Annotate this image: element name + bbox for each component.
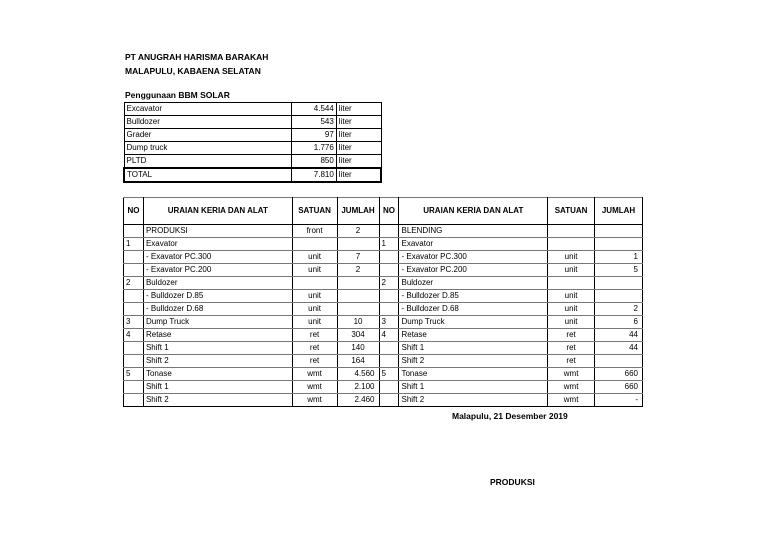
row-desc-right: Tonase xyxy=(399,368,548,381)
row-qty-right xyxy=(595,290,643,303)
row-desc-right: Shift 1 xyxy=(399,342,548,355)
row-unit-left: unit xyxy=(292,316,337,329)
row-desc-left: Shift 1 xyxy=(143,342,292,355)
row-desc-right: - Exavator PC.300 xyxy=(399,251,548,264)
table-row xyxy=(124,303,643,316)
signature-label: PRODUKSI xyxy=(490,477,535,487)
row-desc-right: Retase xyxy=(399,329,548,342)
row-no-left: 4 xyxy=(124,329,144,342)
row-desc-left: - Exavator PC.300 xyxy=(143,251,292,264)
table-row xyxy=(124,368,643,381)
row-desc-right: - Bulldozer D.68 xyxy=(399,303,548,316)
fuel-table xyxy=(123,102,382,183)
row-qty-left: 2.460 xyxy=(337,394,379,407)
row-desc-right: Shift 2 xyxy=(399,394,548,407)
header-qty-left: JUMLAH xyxy=(337,198,379,225)
row-qty-left: 304 xyxy=(337,329,379,342)
fuel-item-name: Excavator xyxy=(124,103,292,116)
fuel-item-name: Dump truck xyxy=(124,142,292,155)
row-no-right xyxy=(379,264,399,277)
fuel-item-unit: liter xyxy=(336,129,381,142)
row-unit-left: ret xyxy=(292,329,337,342)
row-qty-right: 660 xyxy=(595,381,643,394)
table-header-row xyxy=(124,198,643,225)
fuel-item-qty: 4.544 xyxy=(292,103,337,116)
fuel-item-unit: liter xyxy=(336,116,381,129)
row-unit-left: front xyxy=(292,225,337,238)
row-desc-left: PRODUKSI xyxy=(143,225,292,238)
row-no-left xyxy=(124,303,144,316)
row-desc-right: Shift 2 xyxy=(399,355,548,368)
row-desc-right: BLENDING xyxy=(399,225,548,238)
table-row xyxy=(124,342,643,355)
row-unit-left: ret xyxy=(292,355,337,368)
table-row xyxy=(124,290,643,303)
row-unit-right: wmt xyxy=(548,394,595,407)
row-qty-left xyxy=(337,290,379,303)
row-unit-left: wmt xyxy=(292,368,337,381)
row-no-right xyxy=(379,303,399,316)
fuel-item-name: Grader xyxy=(124,129,292,142)
row-unit-right: unit xyxy=(548,264,595,277)
row-no-left: 5 xyxy=(124,368,144,381)
table-row xyxy=(124,394,643,407)
row-no-right xyxy=(379,342,399,355)
fuel-item-unit: liter xyxy=(336,155,381,169)
row-qty-left: 7 xyxy=(337,251,379,264)
row-no-left xyxy=(124,355,144,368)
production-table xyxy=(123,197,643,407)
row-unit-right xyxy=(548,277,595,290)
row-qty-left xyxy=(337,303,379,316)
fuel-item-qty: 7.810 xyxy=(292,168,337,182)
row-qty-right xyxy=(595,238,643,251)
header-desc-left: URAIAN KERIA DAN ALAT xyxy=(143,198,292,225)
table-row xyxy=(124,277,643,290)
header-qty-right: JUMLAH xyxy=(595,198,643,225)
fuel-total-row xyxy=(124,168,381,182)
row-qty-left: 140 xyxy=(337,342,379,355)
fuel-item-unit: liter xyxy=(336,103,381,116)
row-desc-left: Shift 1 xyxy=(143,381,292,394)
header-no-right: NO xyxy=(379,198,399,225)
header-unit-left: SATUAN xyxy=(292,198,337,225)
table-row xyxy=(124,142,381,155)
row-unit-right: unit xyxy=(548,303,595,316)
row-desc-left: Buldozer xyxy=(143,277,292,290)
table-row xyxy=(124,355,643,368)
row-qty-right: - xyxy=(595,394,643,407)
row-desc-left: - Exavator PC.200 xyxy=(143,264,292,277)
row-desc-right: Shift 1 xyxy=(399,381,548,394)
row-desc-left: Retase xyxy=(143,329,292,342)
header-no-left: NO xyxy=(124,198,144,225)
row-unit-left: unit xyxy=(292,264,337,277)
row-no-left xyxy=(124,381,144,394)
header-unit-right: SATUAN xyxy=(548,198,595,225)
row-unit-right: ret xyxy=(548,342,595,355)
row-no-right xyxy=(379,290,399,303)
row-desc-right: Exavator xyxy=(399,238,548,251)
fuel-title: Penggunaan BBM SOLAR xyxy=(125,90,230,100)
row-no-right: 4 xyxy=(379,329,399,342)
row-unit-left: ret xyxy=(292,342,337,355)
table-row xyxy=(124,238,643,251)
row-qty-right xyxy=(595,355,643,368)
row-desc-left: - Bulldozer D.68 xyxy=(143,303,292,316)
row-qty-right: 44 xyxy=(595,342,643,355)
row-desc-left: - Bulldozer D.85 xyxy=(143,290,292,303)
company-name: PT ANUGRAH HARISMA BARAKAH xyxy=(125,52,269,62)
row-no-left xyxy=(124,394,144,407)
row-no-left xyxy=(124,342,144,355)
fuel-item-name: Bulldozer xyxy=(124,116,292,129)
row-qty-right: 6 xyxy=(595,316,643,329)
row-qty-left: 2.100 xyxy=(337,381,379,394)
row-unit-right: wmt xyxy=(548,381,595,394)
row-unit-left: unit xyxy=(292,290,337,303)
row-unit-right: unit xyxy=(548,251,595,264)
row-no-right: 3 xyxy=(379,316,399,329)
row-no-left: 3 xyxy=(124,316,144,329)
table-row xyxy=(124,129,381,142)
table-row xyxy=(124,103,381,116)
row-no-left xyxy=(124,251,144,264)
fuel-item-qty: 97 xyxy=(292,129,337,142)
row-unit-left xyxy=(292,238,337,251)
row-unit-right xyxy=(548,238,595,251)
row-qty-right xyxy=(595,277,643,290)
company-location: MALAPULU, KABAENA SELATAN xyxy=(125,66,261,76)
row-unit-left: unit xyxy=(292,251,337,264)
row-qty-right: 44 xyxy=(595,329,643,342)
table-row xyxy=(124,116,381,129)
table-row xyxy=(124,381,643,394)
row-qty-right: 1 xyxy=(595,251,643,264)
row-qty-right: 660 xyxy=(595,368,643,381)
row-no-left xyxy=(124,264,144,277)
row-unit-right: wmt xyxy=(548,368,595,381)
row-unit-left: wmt xyxy=(292,381,337,394)
row-qty-left: 2 xyxy=(337,225,379,238)
fuel-item-qty: 543 xyxy=(292,116,337,129)
row-unit-right: unit xyxy=(548,290,595,303)
row-desc-left: Shift 2 xyxy=(143,355,292,368)
row-desc-right: Buldozer xyxy=(399,277,548,290)
row-qty-left xyxy=(337,238,379,251)
place-date: Malapulu, 21 Desember 2019 xyxy=(452,411,568,421)
row-no-right xyxy=(379,381,399,394)
row-desc-left: Exavator xyxy=(143,238,292,251)
row-desc-right: - Exavator PC.200 xyxy=(399,264,548,277)
row-qty-left xyxy=(337,277,379,290)
table-row xyxy=(124,316,643,329)
table-row xyxy=(124,264,643,277)
row-desc-left: Tonase xyxy=(143,368,292,381)
fuel-item-qty: 1.776 xyxy=(292,142,337,155)
table-row xyxy=(124,225,643,238)
table-row xyxy=(124,329,643,342)
row-qty-right: 5 xyxy=(595,264,643,277)
row-qty-right: 2 xyxy=(595,303,643,316)
row-no-right: 2 xyxy=(379,277,399,290)
row-no-right: 5 xyxy=(379,368,399,381)
row-qty-left: 164 xyxy=(337,355,379,368)
row-no-right xyxy=(379,225,399,238)
row-unit-right xyxy=(548,225,595,238)
fuel-item-unit: liter xyxy=(336,142,381,155)
row-no-right xyxy=(379,251,399,264)
row-no-right xyxy=(379,394,399,407)
row-no-left: 1 xyxy=(124,238,144,251)
row-qty-left: 2 xyxy=(337,264,379,277)
fuel-item-name: TOTAL xyxy=(124,168,292,182)
fuel-item-name: PLTD xyxy=(124,155,292,169)
row-unit-right: ret xyxy=(548,329,595,342)
row-qty-left: 10 xyxy=(337,316,379,329)
row-desc-left: Dump Truck xyxy=(143,316,292,329)
row-unit-left xyxy=(292,277,337,290)
row-unit-right: unit xyxy=(548,316,595,329)
table-row xyxy=(124,251,643,264)
row-desc-left: Shift 2 xyxy=(143,394,292,407)
header-desc-right: URAIAN KERIA DAN ALAT xyxy=(399,198,548,225)
row-no-left xyxy=(124,290,144,303)
row-qty-right xyxy=(595,225,643,238)
row-unit-left: unit xyxy=(292,303,337,316)
row-no-left: 2 xyxy=(124,277,144,290)
row-no-left xyxy=(124,225,144,238)
row-unit-right: ret xyxy=(548,355,595,368)
fuel-item-unit: liter xyxy=(336,168,381,182)
row-no-right xyxy=(379,355,399,368)
row-unit-left: wmt xyxy=(292,394,337,407)
row-no-right: 1 xyxy=(379,238,399,251)
table-row xyxy=(124,155,381,169)
fuel-item-qty: 850 xyxy=(292,155,337,169)
row-desc-right: Dump Truck xyxy=(399,316,548,329)
row-qty-left: 4.560 xyxy=(337,368,379,381)
row-desc-right: - Bulldozer D.85 xyxy=(399,290,548,303)
